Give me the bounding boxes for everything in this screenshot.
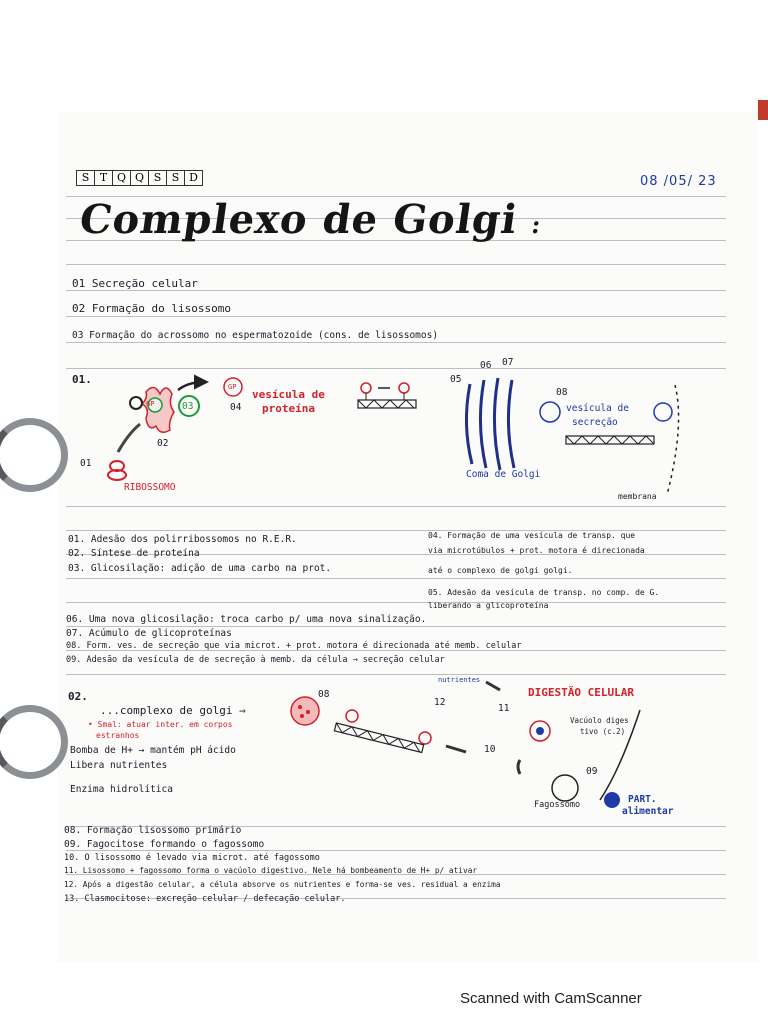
step-12-label: 12 (434, 697, 446, 708)
release-note: Libera nutrientes (70, 760, 168, 771)
note-bottom-12: 12. Após a digestão celular, a célula absorve os nutrientes e forma-se ves. residual a enzima (64, 880, 501, 889)
note-bottom-09: 09. Fagocitose formando o fagossomo (64, 839, 265, 850)
phagosome-label: Fagossomo (534, 800, 581, 810)
weekday-d: D (189, 171, 198, 184)
arrow-icon (178, 382, 204, 390)
ribosome-icon (108, 461, 126, 480)
step-11-label: 11 (498, 703, 510, 714)
note-bottom-10: 10. O lisossomo é levado via microt. até fagossomo (64, 853, 320, 863)
step-04-label: 04 (230, 402, 242, 413)
vesicle-label-2: proteína (262, 402, 315, 415)
secretion-label-1: vesícula de (566, 403, 629, 414)
golgi-label: Coma de Golgi (466, 469, 541, 480)
red-note-1: • Smal: atuar inter. em corpos (88, 720, 233, 729)
arrow-icon (486, 682, 500, 690)
phagosome-icon (552, 775, 578, 801)
note-right-4: 05. Adesão da vesícula de transp. no comp. de G. (428, 588, 660, 597)
vacuole-label-2: tivo (c.2) (580, 727, 626, 736)
step-03-label: 03 (182, 401, 194, 412)
golgi-arrow-line: ...complexo de golgi ⇒ (100, 704, 246, 717)
vacuole-content-icon (536, 727, 544, 735)
weekday-s3: S (167, 171, 185, 185)
weekday-s: S (77, 171, 95, 185)
pump-note: Bomba de H+ → mantém pH ácido (70, 745, 236, 756)
note-06: 06. Uma nova glicosilação: troca carbo p/ uma nova sinalização. (66, 614, 427, 625)
membrane-label: membrana (618, 492, 657, 501)
gp-label: GP (146, 400, 155, 408)
particle-label-2: alimentar (622, 806, 674, 817)
title-text: Complexo de Golgi (76, 196, 521, 243)
step-02-label: 02 (157, 438, 169, 449)
cell-membrane-line (667, 385, 679, 495)
microtubule-track-2 (334, 723, 423, 753)
vesicle-label-1: vesícula de (252, 388, 325, 401)
step-01-label: 01 (80, 458, 92, 469)
particle-label-1: PART. (628, 794, 657, 805)
note-08: 08. Form. ves. de secreção que via microt. + prot. motora é direcionada até memb. celular (66, 641, 522, 651)
food-particle-icon (604, 792, 620, 808)
note-left-2: 02. Síntese de proteína (68, 548, 200, 559)
golgi-stack-icon (466, 378, 514, 470)
microtubule-track (358, 383, 416, 408)
weekday-q2: Q (131, 171, 149, 185)
step-07-label: 07 (502, 357, 514, 368)
note-left-1: 01. Adesão dos polirribossomos no R.E.R. (68, 534, 297, 545)
ribosome-label: RIBOSSOMO (124, 482, 176, 493)
step-09b-label: 09 (586, 766, 598, 777)
intro-item-3: 03 Formação do acrossomo no espermatozoide (cons. de lisossomos) (72, 330, 439, 341)
note-bottom-11: 11. Lisossomo + fagossomo forma o vacúolo digestivo. Nele há bombeamento de H+ p/ ativar (64, 866, 478, 875)
red-note-2: estranhos (96, 731, 140, 740)
intro-item-2: 02 Formação do lisossomo (72, 302, 231, 315)
gp-label-2: GP (228, 383, 237, 391)
title-colon: : (529, 210, 544, 239)
step-08-label: 08 (556, 387, 568, 398)
step-08b-label: 08 (318, 689, 330, 700)
page-date: 08 /05/ 23 (640, 174, 717, 189)
diagram1-label: 01. (72, 373, 92, 386)
note-right-5: liberando a glicoproteína (428, 601, 549, 610)
intro-item-1: 01 Secreção celular (72, 277, 198, 290)
arrow-icon (118, 424, 140, 452)
vacuole-label-1: Vacúolo diges (570, 716, 629, 725)
note-left-3: 03. Glicosilação: adição de uma carbo na prot. (68, 563, 332, 574)
note-07: 07. Acúmulo de glicoproteínas (66, 628, 232, 639)
weekday-s2: S (149, 171, 167, 185)
weekday-q1: Q (113, 171, 131, 185)
arrow-icon (518, 760, 520, 774)
note-09: 09. Adesão da vesícula de de secreção à memb. da célula → secreção celular (66, 655, 445, 665)
arrow-icon (446, 746, 466, 752)
note-bottom-08: 08. Formação lisossomo primário (64, 825, 242, 836)
step-10-label: 10 (484, 744, 496, 755)
scanner-watermark: Scanned with CamScanner (460, 990, 642, 1007)
note-right-2: via microtúbulos + prot. motora é direcionada (428, 546, 645, 555)
note-right-1: 04. Formação de uma vesícula de transp. que (428, 531, 636, 540)
step-05-label: 05 (450, 374, 462, 385)
secretion-label-2: secreção (572, 417, 618, 428)
step-06-label: 06 (480, 360, 492, 371)
weekday-t: T (95, 171, 113, 185)
enzyme-note: Enzima hidrolítica (70, 784, 173, 795)
digestion-label: DIGESTÃO CELULAR (528, 686, 634, 699)
note-right-3: até o complexo de golgi golgi. (428, 566, 573, 575)
nutrients-label: nutrientes (438, 676, 481, 684)
note-bottom-13: 13. Clasmocitose: excreção celular / defecação celular. (64, 894, 346, 904)
diagram2-label: 02. (68, 690, 88, 703)
